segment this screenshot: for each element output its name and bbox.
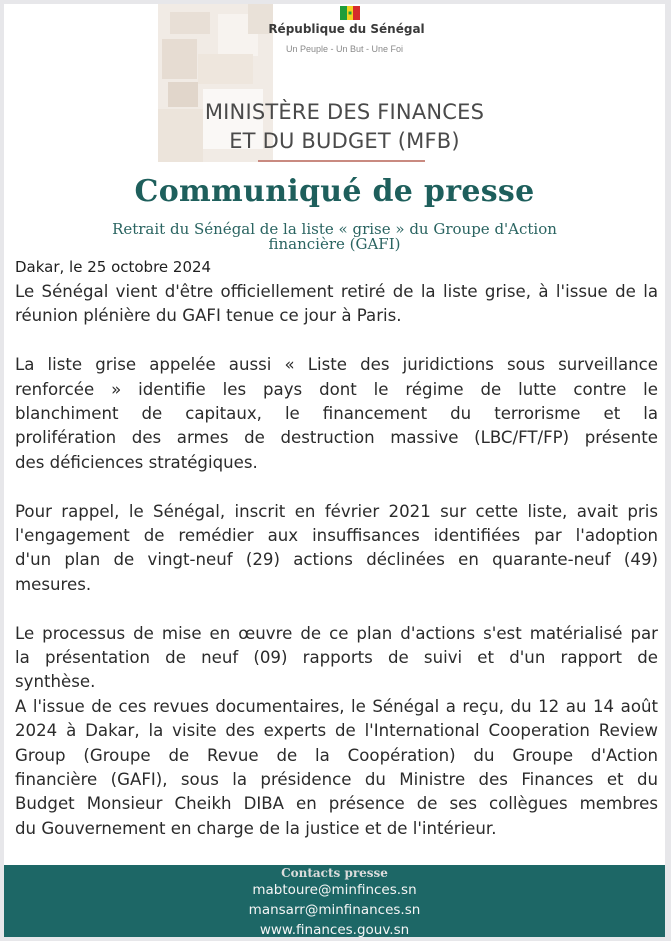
press-release-body bbox=[15, 258, 658, 841]
paragraph-3 bbox=[15, 500, 658, 598]
text-line: d'un plan de vingt-neuf (29) actions déclinées en quarante-neuf (49) bbox=[15, 550, 658, 570]
text-line: Group (Groupe de Revue de la Coopération) du Groupe d'Action bbox=[15, 745, 658, 765]
text-line: 2024 à Dakar, la visite des experts de l'International Cooperation Review bbox=[15, 721, 658, 741]
text-line: Pour rappel, le Sénégal, inscrit en février 2021 sur cette liste, avait pris bbox=[15, 501, 658, 521]
contact-email-2[interactable]: mansarr@minfinances.sn bbox=[248, 902, 421, 918]
page-title: Communiqué de presse bbox=[134, 174, 535, 209]
text-line: des déficiences stratégiques. bbox=[15, 452, 258, 472]
text-line: La liste grise appelée aussi « Liste des juridictions sous surveillance bbox=[15, 355, 658, 375]
senegal-flag-icon bbox=[340, 6, 360, 20]
ministry-name bbox=[4, 98, 665, 156]
text-line: Budget Monsieur Cheikh DIBA en présence de ses collègues membres bbox=[15, 794, 658, 814]
text-line: prolifération des armes de destruction massive (LBC/FT/FP) présente bbox=[15, 428, 658, 448]
text-line: synthèse. bbox=[15, 672, 96, 692]
text-line: la présentation de neuf (09) rapports de suivi et d'un rapport de bbox=[15, 648, 658, 668]
paragraph-2 bbox=[15, 353, 658, 475]
contacts-heading: Contacts presse bbox=[281, 866, 388, 880]
website-link[interactable]: www.finances.gouv.sn bbox=[259, 922, 410, 937]
press-release-page bbox=[4, 4, 665, 937]
dateline: Dakar, le 25 octobre 2024 bbox=[15, 258, 212, 276]
text-line: l'engagement de remédier aux insuffisances identifiées par l'adoption bbox=[15, 526, 658, 546]
republic-name: République du Sénégal bbox=[268, 22, 425, 36]
text-line: Le processus de mise en œuvre de ce plan d'actions s'est matérialisé par bbox=[15, 623, 658, 643]
subtitle-line-1: Retrait du Sénégal de la liste « grise » du Groupe d'Action bbox=[112, 220, 557, 238]
contact-email-1[interactable]: mabtoure@minfinces.sn bbox=[252, 882, 417, 898]
text-line: financière (GAFI), sous la présidence du Ministre des Finances et du bbox=[15, 770, 658, 790]
subtitle bbox=[4, 222, 665, 252]
paragraph-4 bbox=[15, 622, 658, 695]
text-line: du Gouvernement en charge de la justice et de l'intérieur. bbox=[15, 818, 497, 838]
national-motto: Un Peuple - Un But - Une Foi bbox=[285, 44, 404, 54]
text-line: renforcée » identifie les pays dont le régime de lutte contre le bbox=[15, 379, 658, 399]
ministry-line-1: MINISTÈRE DES FINANCES bbox=[204, 100, 485, 124]
subtitle-line-2: financière (GAFI) bbox=[268, 235, 401, 253]
text-line: Le Sénégal vient d'être officiellement retiré de la liste grise, à l'issue de la bbox=[15, 282, 658, 301]
paragraph-5 bbox=[15, 695, 658, 841]
text-line: A l'issue de ces revues documentaires, le Sénégal a reçu, du 12 au 14 août bbox=[15, 696, 658, 716]
text-line: réunion plénière du GAFI tenue ce jour à Paris. bbox=[15, 306, 402, 326]
paragraph-1 bbox=[15, 280, 658, 329]
text-line: mesures. bbox=[15, 574, 92, 594]
press-contacts-footer bbox=[4, 865, 665, 937]
text-line: blanchiment de capitaux, le financement du terrorisme et la bbox=[15, 404, 658, 424]
ministry-line-2: ET DU BUDGET (MFB) bbox=[229, 129, 460, 153]
ministry-underline-divider bbox=[258, 160, 425, 162]
